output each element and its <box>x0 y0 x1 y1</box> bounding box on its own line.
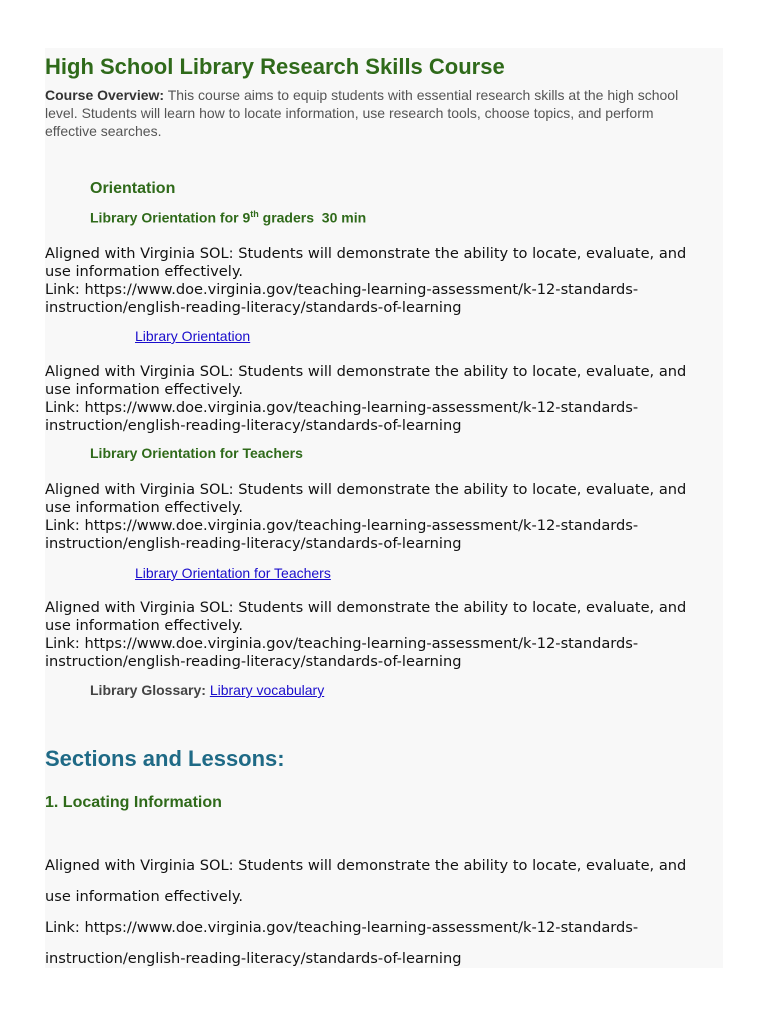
library-vocabulary-link[interactable]: Library vocabulary <box>209 682 325 698</box>
overview-text: This course aims to equip students with essential research skills at the high school level. Students will learn how to locate information, use research tools, choose topics, and perform effective searches. <box>45 87 679 139</box>
sol-alignment-block: Aligned with Virginia SOL: Students will demonstrate the ability to locate, evaluate, and use information effectively. Link: https://www.doe.virginia.gov/teaching-learning-assessment/k-12-standards- instruction/english-reading-literacy/standards-of-learning <box>45 481 687 552</box>
sol-alignment-block: Aligned with Virginia SOL: Students will demonstrate the ability to locate, evaluate, and use information effectively. Link: https://www.doe.virginia.gov/teaching-learning-assessment/k-12-standards- instruction/english-reading-literacy/standards-of-learning <box>45 857 687 967</box>
lesson-1-title: 1. Locating Information <box>45 794 222 811</box>
library-orientation-link[interactable]: Library Orientation <box>135 328 251 344</box>
teachers-orientation-link[interactable]: Library Orientation for Teachers <box>135 565 331 581</box>
overview-label: Course Overview: <box>45 87 165 103</box>
orientation-heading: Orientation <box>90 180 176 197</box>
teachers-orientation-title: Library Orientation for Teachers <box>90 445 303 461</box>
ninth-grade-orientation-title: Library Orientation for 9th graders 30 min <box>90 209 367 226</box>
glossary-label: Library Glossary: <box>90 682 206 698</box>
sol-alignment-block: Aligned with Virginia SOL: Students will demonstrate the ability to locate, evaluate, and use information effectively. Link: https://www.doe.virginia.gov/teaching-learning-assessment/k-12-standards- instruction/english-reading-literacy/standards-of-learning <box>45 599 687 670</box>
sections-title: Sections and Lessons: <box>45 746 285 771</box>
library-glossary <box>90 682 324 698</box>
sol-alignment-block: Aligned with Virginia SOL: Students will demonstrate the ability to locate, evaluate, and use information effectively. Link: https://www.doe.virginia.gov/teaching-learning-assessment/k-12-standards- instruction/english-reading-literacy/standards-of-learning <box>45 363 687 434</box>
course-overview <box>45 86 705 140</box>
course-title: High School Library Research Skills Course <box>45 54 505 79</box>
sol-alignment-block: Aligned with Virginia SOL: Students will demonstrate the ability to locate, evaluate, and use information effectively. Link: https://www.doe.virginia.gov/teaching-learning-assessment/k-12-standards- instruction/english-reading-literacy/standards-of-learning <box>45 245 687 316</box>
